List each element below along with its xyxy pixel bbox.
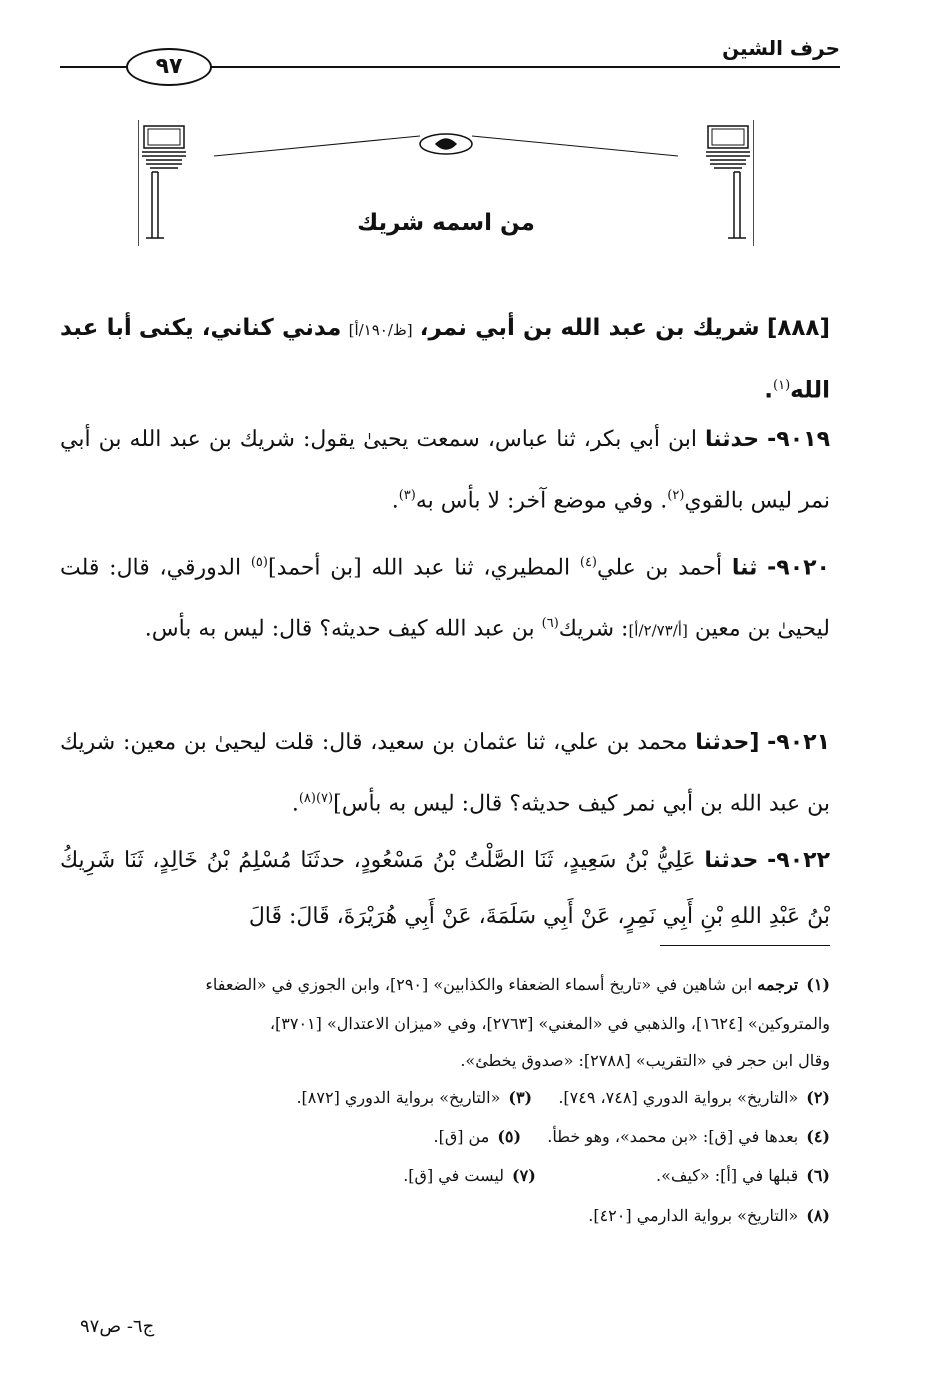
running-header [60, 30, 840, 80]
footnote-6-7 [403, 1163, 830, 1188]
manuscript-ref: [أ/٢/٧٣/أ] [628, 621, 688, 640]
chapter-frame [138, 120, 754, 246]
narration-9019 [60, 412, 830, 529]
narration-text: : شريك [558, 616, 629, 642]
narration-number: ٩٠١٩- [767, 427, 830, 452]
footnote-1-line-2 [270, 1011, 830, 1036]
entry-manuscript-ref: [ظ/١٩٠/أ] [348, 321, 413, 339]
footnote-text: والمتروكين» [١٦٢٤]، والذهبي في «المغني» [٢٧٦٣]، وفي «ميزان الاعتدال» [٣٧٠١]، [269, 1014, 830, 1033]
narration-text: ابن أبي بكر، ثنا عباس، سمعت يحيىٰ يقول: شريك بن عبد الله بن أبي نمر ليس بالقوي [60, 427, 830, 514]
footnote-text: بعدها في [ق]: «بن محمد»، وهو خطأ. [547, 1127, 799, 1146]
footnote-lead: ترجمه [757, 975, 799, 994]
footnote-text: من [ق]. [433, 1127, 490, 1146]
footnote-number: (٦) [806, 1166, 830, 1185]
narration-lead: حدثنا [704, 848, 759, 873]
footnote-2-3 [296, 1085, 830, 1110]
footnote-text: ليست في [ق]. [403, 1166, 505, 1185]
footnote-number: (٢) [806, 1088, 830, 1107]
entry-paragraph [60, 300, 830, 419]
narration-9020 [60, 535, 830, 659]
footnote-text: «التاريخ» برواية الدوري [٨٧٢]. [296, 1088, 501, 1107]
narration-text: محمد بن علي، ثنا عثمان بن سعيد، قال: قلت ليحيىٰ بن معين: شريك بن عبد الله بن أبي نمر كيف حديثه؟ قال: ليس به بأس] [60, 730, 830, 817]
footnote-number: (٤) [806, 1127, 830, 1146]
narration-lead: [حدثنا [695, 730, 760, 755]
footnote-text: ابن شاهين في «تاريخ أسماء الضعفاء والكذابين» [٢٩٠]، وابن الجوزي في «الضعفاء [205, 975, 753, 994]
narration-lead: ثنا [731, 555, 758, 581]
footnote-number: (١) [806, 975, 830, 994]
footnote-text: قبلها في [أ]: «كيف». [655, 1166, 799, 1185]
footnote-text: «التاريخ» برواية الدوري [٧٤٨، ٧٤٩]. [558, 1088, 799, 1107]
footnote-text: وقال ابن حجر في «التقريب» [٢٧٨٨]: «صدوق يخطئ». [460, 1051, 830, 1070]
footnote-number: (٨) [806, 1206, 830, 1225]
narration-number: ٩٠٢٢- [767, 848, 831, 873]
footnote-marker: (٥) [250, 555, 268, 570]
footnote-marker: (٢) [667, 488, 685, 503]
narration-text: أحمد بن علي [597, 555, 723, 581]
entry-kunya: أبا عبد الله [60, 315, 830, 404]
entry-name: شريك بن عبد الله بن أبي نمر، [419, 315, 760, 341]
page-number-badge: ٩٧ [126, 48, 212, 86]
footnote-marker: (٦) [541, 616, 559, 632]
footnote-1 [205, 972, 830, 997]
narration-9022 [60, 833, 830, 945]
narration-number: ٩٠٢٠- [767, 555, 830, 581]
narration-text: . [291, 791, 299, 817]
footnote-rule [660, 945, 830, 946]
narration-9021 [60, 715, 830, 832]
footnote-number: (٧) [512, 1166, 536, 1185]
page-footer: ج٦- ص٩٧ [80, 1316, 155, 1337]
footnote-marker: (٤) [579, 555, 597, 570]
footnote-8 [588, 1203, 830, 1228]
narration-text: المطيري، ثنا عبد الله [بن أحمد] [267, 555, 571, 581]
footnote-marker: (٣) [398, 488, 416, 503]
entry-number: [٨٨٨] [766, 315, 830, 341]
narration-lead: حدثنا [705, 427, 760, 452]
footnote-number: (٣) [508, 1088, 533, 1107]
footnote-marker: (٧)(٨) [298, 791, 334, 806]
footnote-text: «التاريخ» برواية الدارمي [٤٢٠]. [588, 1206, 799, 1225]
narration-text: عَلِيُّ بْنُ سَعِيدٍ، ثَنَا الصَّلْتُ بْنُ مَسْعُودٍ، حدثَنَا مُسْلِمُ بْنُ خَالِدٍ، ثَنَا شَرِيكُ بْنُ عَبْدِ اللهِ بْنِ أَبِي نَمِرٍ، عَنْ أَبِي سَلَمَةَ، عَنْ أَبِي هُرَيْرَةَ، قَالَ: قَالَ [60, 848, 830, 929]
narration-number: ٩٠٢١- [767, 730, 830, 755]
footnote-1-line-3 [460, 1048, 830, 1073]
footnote-number: (٥) [497, 1127, 522, 1146]
narration-text: الدورقي، قال: قلت ليحيىٰ بن معين [60, 555, 830, 642]
footnote-marker: (١) [773, 378, 791, 393]
entry-description: مدني كناني، يكنى [138, 315, 342, 341]
chapter-heading: من اسمه شريك [357, 210, 535, 236]
header-title: حرف الشين [722, 36, 840, 60]
narration-text: . وفي موضع آخر: لا بأس به [415, 488, 668, 514]
narration-text: . [391, 488, 399, 514]
entry-end-mark: . [764, 377, 773, 404]
footnote-4-5 [433, 1124, 830, 1149]
narration-text: بن عبد الله كيف حديثه؟ قال: ليس به بأس. [144, 616, 535, 642]
